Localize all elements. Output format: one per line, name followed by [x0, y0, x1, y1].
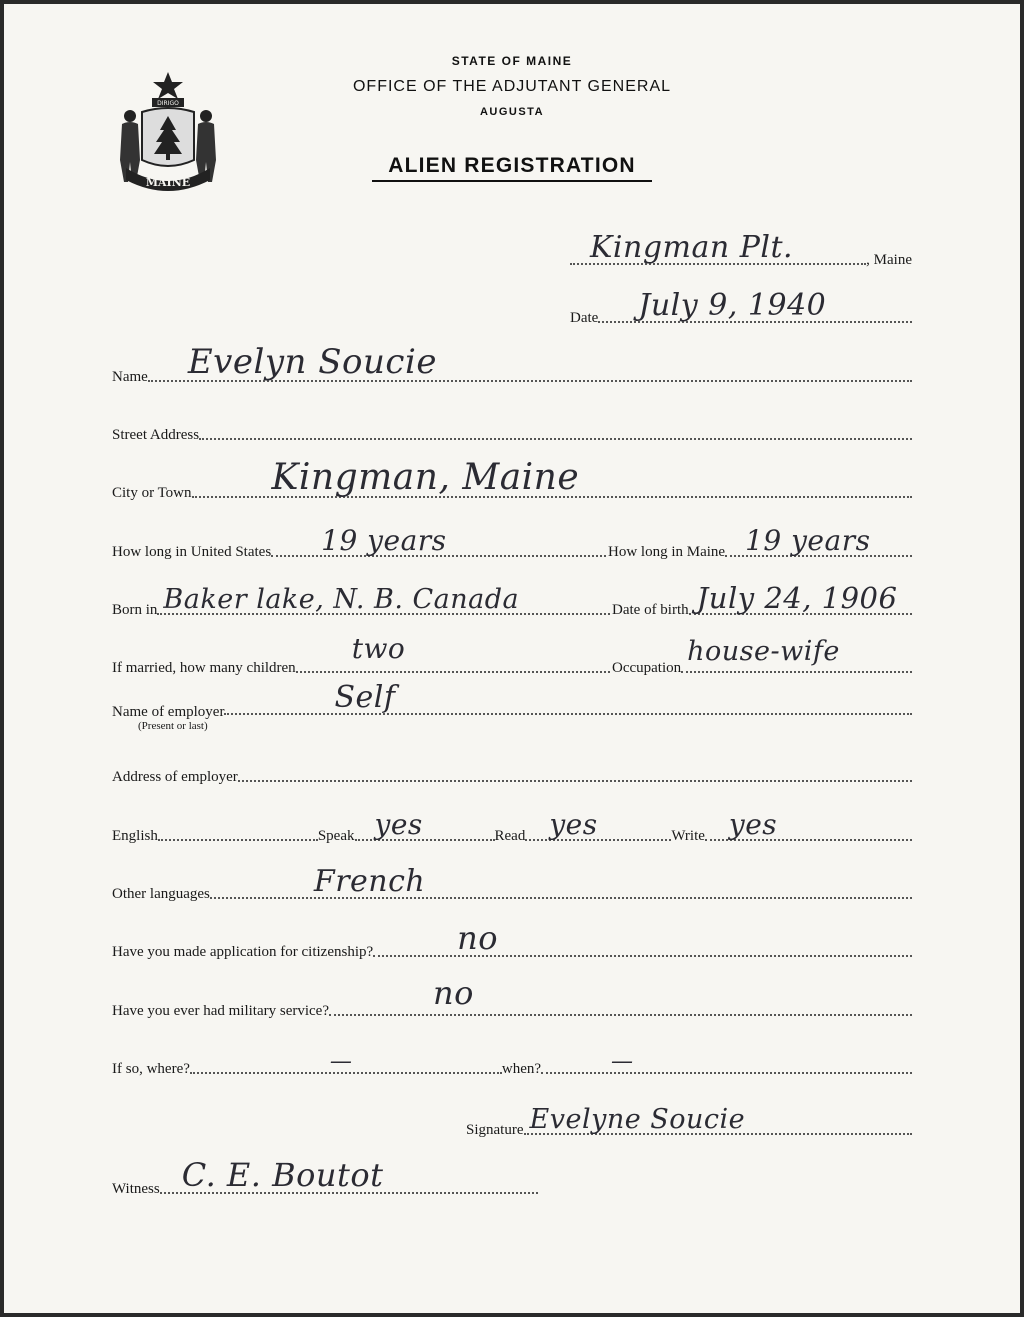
witness-value: C. E. Boutot	[181, 1156, 384, 1194]
name-line	[148, 344, 912, 382]
name-value: Evelyn Soucie	[187, 342, 437, 382]
title-underline	[372, 180, 652, 182]
where-label: If so, where?	[112, 1061, 190, 1077]
where-when-field	[112, 1039, 912, 1079]
form-title: ALIEN REGISTRATION	[388, 154, 636, 177]
citizenship-label: Have you made application for citizenship?	[112, 944, 374, 960]
date-field	[570, 288, 912, 328]
citizenship-line	[373, 919, 912, 957]
dob-line	[689, 577, 912, 615]
witness-field	[112, 1156, 538, 1199]
years-maine-label: How long in Maine	[608, 544, 726, 560]
english-field	[112, 806, 912, 846]
born-in-value: Baker lake, N. B. Canada	[163, 584, 520, 615]
employer-field	[112, 680, 912, 734]
witness-line	[160, 1156, 538, 1194]
signature-label: Signature	[466, 1122, 524, 1138]
seal-name-text: MAINE	[145, 176, 191, 189]
signature-value: Evelyne Soucie	[529, 1104, 746, 1135]
speak-value: yes	[374, 808, 423, 841]
citizenship-field	[112, 919, 912, 962]
name-field	[112, 342, 912, 387]
other-languages-line	[210, 861, 912, 899]
when-label: when?	[501, 1061, 542, 1077]
citizenship-value: no	[457, 919, 499, 957]
where-line	[190, 1036, 502, 1074]
other-languages-field	[112, 864, 912, 904]
occupation-label: Occupation	[612, 660, 682, 676]
witness-label: Witness	[112, 1181, 160, 1197]
when-value: —	[611, 1049, 634, 1074]
children-field	[112, 632, 610, 678]
military-field	[112, 974, 912, 1021]
city-field	[112, 457, 912, 503]
children-line	[296, 632, 610, 673]
years-maine-value: 19 years	[745, 524, 871, 557]
english-line	[158, 803, 318, 841]
years-maine-field	[608, 522, 912, 562]
military-value: no	[433, 974, 474, 1012]
place-suffix-label: , Maine	[866, 252, 912, 268]
english-label: English	[112, 828, 158, 844]
write-line	[705, 803, 912, 841]
city-value: Kingman, Maine	[271, 457, 580, 498]
military-line	[329, 974, 912, 1016]
street-label: Street Address	[112, 427, 200, 443]
years-us-label: How long in United States	[112, 544, 272, 560]
born-in-line	[157, 577, 610, 615]
employer-label	[112, 705, 224, 734]
years-us-line	[271, 519, 606, 557]
date-value: July 9, 1940	[638, 288, 827, 323]
date-label: Date	[570, 310, 599, 326]
employer-address-label: Address of employer	[112, 769, 238, 785]
place-value: Kingman Plt.	[590, 230, 794, 265]
write-value: yes	[728, 808, 778, 841]
header-state: STATE OF MAINE	[451, 54, 573, 68]
seal-motto-text: DIRIGO	[157, 100, 179, 107]
where-value: —	[329, 1049, 353, 1074]
employer-address-field	[112, 747, 912, 787]
city-label: City or Town	[112, 485, 192, 501]
employer-line	[224, 677, 912, 715]
born-in-field	[112, 580, 610, 620]
years-us-value: 19 years	[321, 524, 447, 557]
employer-label-text: Name of employer	[112, 704, 225, 720]
place-field	[570, 230, 912, 270]
occupation-value: house-wife	[687, 636, 840, 667]
children-value: two	[351, 632, 406, 665]
other-languages-value: French	[313, 864, 426, 899]
street-line	[199, 402, 912, 440]
when-line	[541, 1036, 912, 1074]
name-label: Name	[112, 369, 148, 385]
occupation-field	[612, 638, 912, 678]
street-field	[112, 405, 912, 445]
military-label: Have you ever had military service?	[112, 1003, 329, 1019]
children-label: If married, how many children	[112, 660, 296, 676]
speak-line	[355, 803, 495, 841]
years-maine-line	[725, 519, 912, 557]
years-us-field	[112, 522, 606, 562]
employer-sublabel: (Present or last)	[138, 720, 208, 732]
write-label: Write	[671, 828, 705, 844]
dob-field	[612, 580, 912, 620]
alien-registration-form	[4, 4, 1020, 1313]
place-line	[570, 227, 866, 265]
read-line	[525, 803, 671, 841]
header-office: OFFICE OF THE ADJUTANT GENERAL	[352, 78, 672, 95]
signature-field	[466, 1100, 912, 1140]
occupation-line	[681, 635, 912, 673]
other-languages-label: Other languages	[112, 886, 210, 902]
born-in-label: Born in	[112, 602, 158, 618]
read-value: yes	[549, 808, 598, 841]
employer-address-line	[238, 744, 912, 782]
header-city: AUGUSTA	[479, 106, 545, 118]
signature-line	[524, 1097, 913, 1135]
speak-label: Speak	[317, 828, 355, 844]
dob-value: July 24, 1906	[696, 581, 898, 615]
employer-value: Self	[334, 680, 396, 715]
dob-label: Date of birth	[612, 602, 689, 618]
read-label: Read	[494, 828, 526, 844]
date-line	[598, 285, 912, 323]
city-line	[192, 457, 912, 498]
